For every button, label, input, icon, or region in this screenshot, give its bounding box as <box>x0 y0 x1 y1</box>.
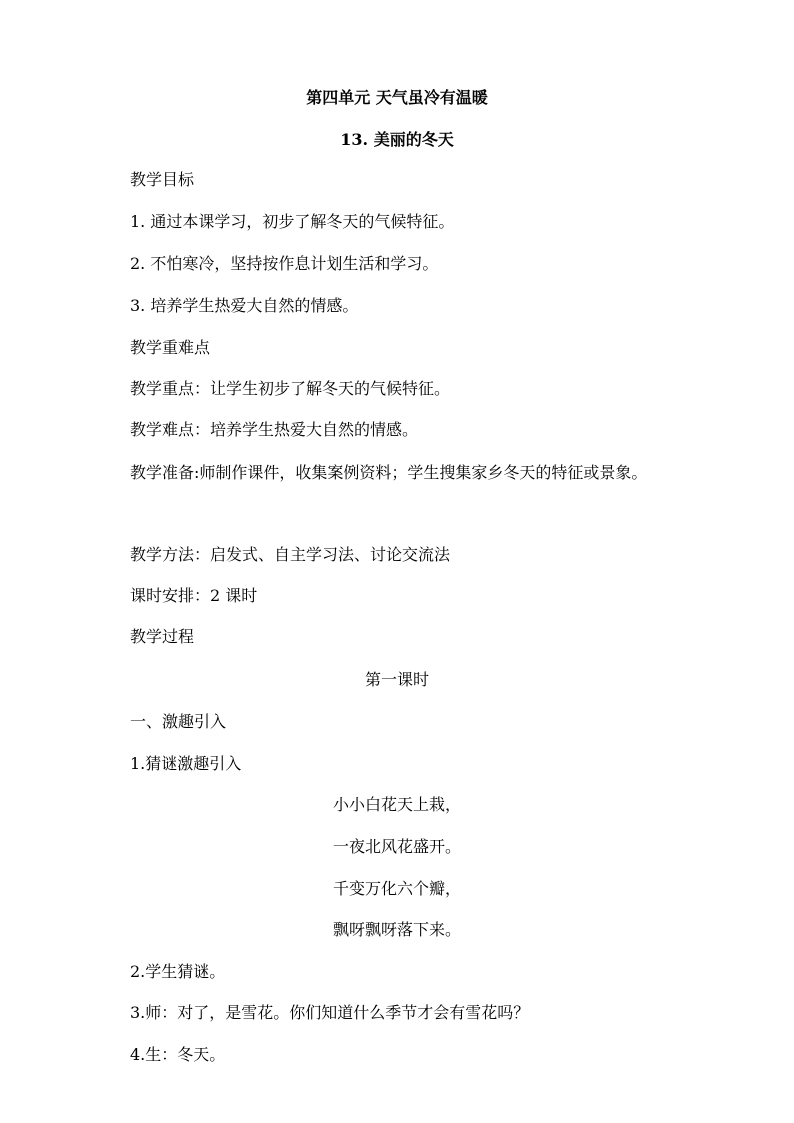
riddle-line-4: 飘呀飘呀落下来。 <box>332 920 461 939</box>
difficult-point: 教学难点：培养学生热爱大自然的情感。 <box>130 420 419 439</box>
riddle-line-2: 一夜北风花盛开。 <box>332 837 461 856</box>
goal-item-3: 3. 培养学生热爱大自然的情感。 <box>130 296 359 315</box>
section-heading: 一、激趣引入 <box>130 712 227 731</box>
lesson-title: 13. 美丽的冬天 <box>340 130 454 149</box>
unit-title: 第四单元 天气虽冷有温暖 <box>306 88 488 107</box>
period-title: 第一课时 <box>364 670 429 689</box>
step-1: 1.猜谜激趣引入 <box>130 754 242 773</box>
goal-item-2: 2. 不怕寒冷，坚持按作息计划生活和学习。 <box>130 254 439 273</box>
keypoints-heading: 教学重难点 <box>130 338 211 357</box>
riddle-line-3: 千变万化六个瓣， <box>332 879 461 898</box>
goal-item-1: 1. 通过本课学习，初步了解冬天的气候特征。 <box>130 212 455 231</box>
step-3: 3.师：对了，是雪花。你们知道什么季节才会有雪花吗？ <box>130 1003 530 1022</box>
riddle-line-1: 小小白花天上栽， <box>332 795 461 814</box>
step-2: 2.学生猜谜。 <box>130 962 226 981</box>
preparation-paragraph: 教学准备:师制作课件，收集案例资料；学生搜集家乡冬天的特征或景象。 <box>130 463 648 482</box>
process-heading: 教学过程 <box>130 627 195 646</box>
goals-heading: 教学目标 <box>130 170 195 189</box>
key-point: 教学重点：让学生初步了解冬天的气候特征。 <box>130 379 451 398</box>
lesson-schedule: 课时安排：2 课时 <box>130 586 258 605</box>
step-4: 4.生：冬天。 <box>130 1045 226 1064</box>
teaching-method: 教学方法：启发式、自主学习法、讨论交流法 <box>130 545 451 564</box>
